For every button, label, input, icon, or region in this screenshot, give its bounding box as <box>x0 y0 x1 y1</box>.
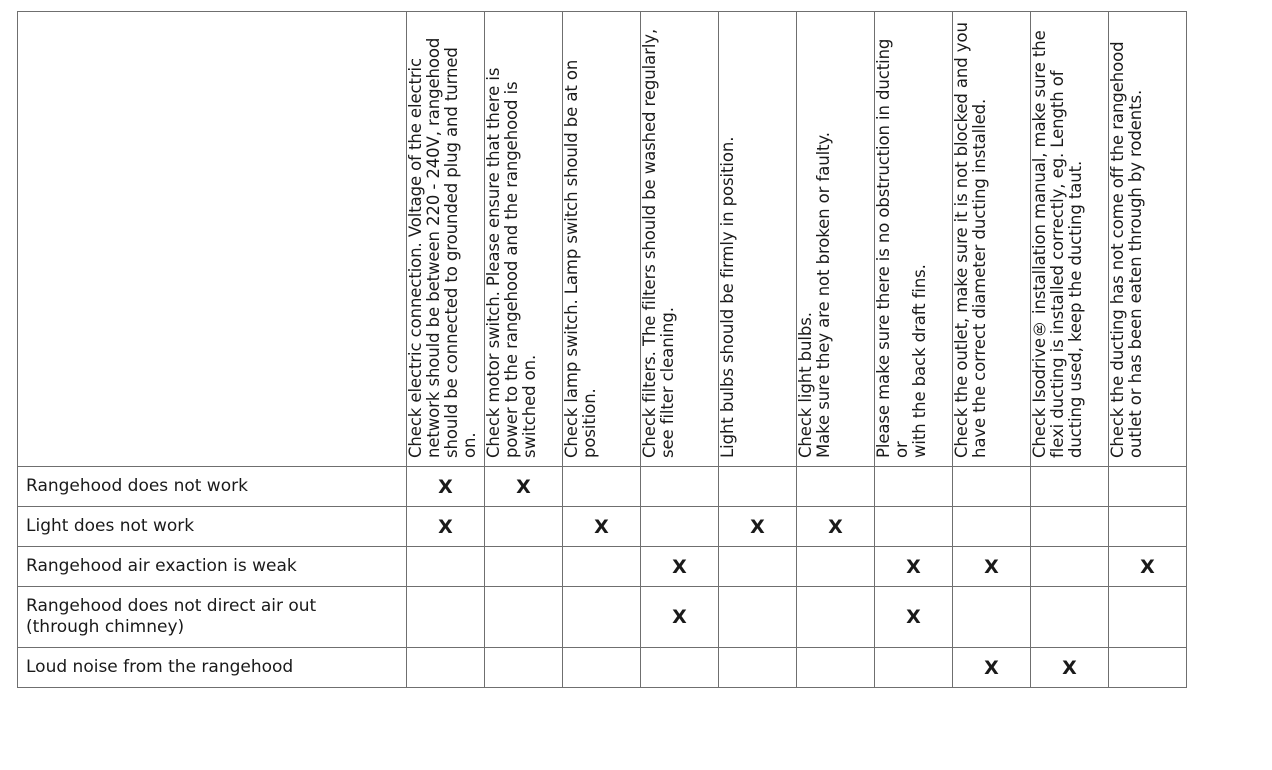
check-mark-cell: X <box>485 467 563 507</box>
check-mark-cell <box>875 507 953 547</box>
problem-label: Rangehood air exaction is weak <box>18 547 407 587</box>
check-mark-cell <box>953 507 1031 547</box>
problem-label: Rangehood does not work <box>18 467 407 507</box>
column-header-text: Check the outlet, make sure it is not blocked and you have the correct diameter ducting installed. <box>952 22 989 458</box>
column-header-ducting <box>1109 12 1187 467</box>
check-mark-cell <box>485 507 563 547</box>
problem-label: Rangehood does not direct air out (through chimney) <box>18 587 407 648</box>
column-header-obstruction <box>875 12 953 467</box>
problem-label: Light does not work <box>18 507 407 547</box>
table-row <box>18 547 1187 587</box>
column-header-text: Check motor switch. Please ensure that there is power to the rangehood and the rangehood is switched on. <box>484 67 539 458</box>
check-mark-cell <box>641 507 719 547</box>
check-mark-cell <box>875 467 953 507</box>
check-mark-cell: X <box>953 547 1031 587</box>
check-mark-cell <box>719 467 797 507</box>
check-mark-cell <box>875 648 953 688</box>
check-mark-cell <box>563 547 641 587</box>
check-mark-cell: X <box>875 547 953 587</box>
check-mark-cell: X <box>407 507 485 547</box>
column-header-lamp-switch <box>563 12 641 467</box>
check-mark-cell <box>407 547 485 587</box>
column-header-text: Check filters. The filters should be washed regularly, see filter cleaning. <box>640 28 677 458</box>
check-mark-cell <box>719 648 797 688</box>
check-mark-cell <box>1109 467 1187 507</box>
check-mark-cell: X <box>641 587 719 648</box>
column-header-text: Check light bulbs. Make sure they are not broken or faulty. <box>796 132 833 458</box>
check-mark-cell <box>407 587 485 648</box>
problem-label: Loud noise from the rangehood <box>18 648 407 688</box>
check-mark-cell <box>485 547 563 587</box>
column-header-text: Check the ducting has not come off the rangehood outlet or has been eaten through by rodents. <box>1108 41 1145 458</box>
check-mark-cell <box>797 467 875 507</box>
check-mark-cell: X <box>719 507 797 547</box>
check-mark-cell: X <box>797 507 875 547</box>
check-mark-cell <box>797 587 875 648</box>
column-header-outlet <box>953 12 1031 467</box>
check-mark-cell <box>1031 587 1109 648</box>
column-header-text: Check Isodrive® installation manual, make sure the flexi ducting is installed correctly, eg. Length of ducting used, keep the ducting taut. <box>1030 30 1085 458</box>
troubleshooting-table <box>17 11 1187 688</box>
check-mark-cell <box>563 467 641 507</box>
check-mark-cell: X <box>953 648 1031 688</box>
check-mark-cell <box>1109 587 1187 648</box>
check-mark-cell <box>1109 507 1187 547</box>
check-mark-cell <box>563 587 641 648</box>
table-row <box>18 648 1187 688</box>
table-row <box>18 467 1187 507</box>
check-mark-cell <box>719 547 797 587</box>
table-row <box>18 507 1187 547</box>
column-header-filters <box>641 12 719 467</box>
check-mark-cell <box>953 587 1031 648</box>
check-mark-cell: X <box>641 547 719 587</box>
check-mark-cell: X <box>1109 547 1187 587</box>
check-mark-cell: X <box>1031 648 1109 688</box>
check-mark-cell <box>641 648 719 688</box>
check-mark-cell <box>797 648 875 688</box>
check-mark-cell <box>953 467 1031 507</box>
check-mark-cell <box>797 547 875 587</box>
column-header-text: Light bulbs should be firmly in position. <box>718 136 737 458</box>
check-mark-cell: X <box>407 467 485 507</box>
column-header-motor-switch <box>485 12 563 467</box>
column-header-text: Please make sure there is no obstruction in ducting or with the back draft fins. <box>874 38 929 458</box>
check-mark-cell <box>1031 507 1109 547</box>
check-mark-cell <box>719 587 797 648</box>
column-header-isodrive <box>1031 12 1109 467</box>
check-mark-cell <box>485 587 563 648</box>
column-header-bulbs-position <box>719 12 797 467</box>
check-mark-cell <box>407 648 485 688</box>
check-mark-cell: X <box>875 587 953 648</box>
header-row <box>18 12 1187 467</box>
check-mark-cell <box>563 648 641 688</box>
corner-cell <box>18 12 407 467</box>
column-header-text: Check electric connection. Voltage of the electric network should be between 220 - 240V, rangehood should be connected to grounded plug and turned on. <box>406 37 479 458</box>
check-mark-cell <box>1031 467 1109 507</box>
check-mark-cell: X <box>563 507 641 547</box>
column-header-text: Check lamp switch. Lamp switch should be at on position. <box>562 59 599 458</box>
check-mark-cell <box>641 467 719 507</box>
check-mark-cell <box>1109 648 1187 688</box>
column-header-electric-connection <box>407 12 485 467</box>
check-mark-cell <box>1031 547 1109 587</box>
table-row <box>18 587 1187 648</box>
column-header-light-bulbs <box>797 12 875 467</box>
check-mark-cell <box>485 648 563 688</box>
